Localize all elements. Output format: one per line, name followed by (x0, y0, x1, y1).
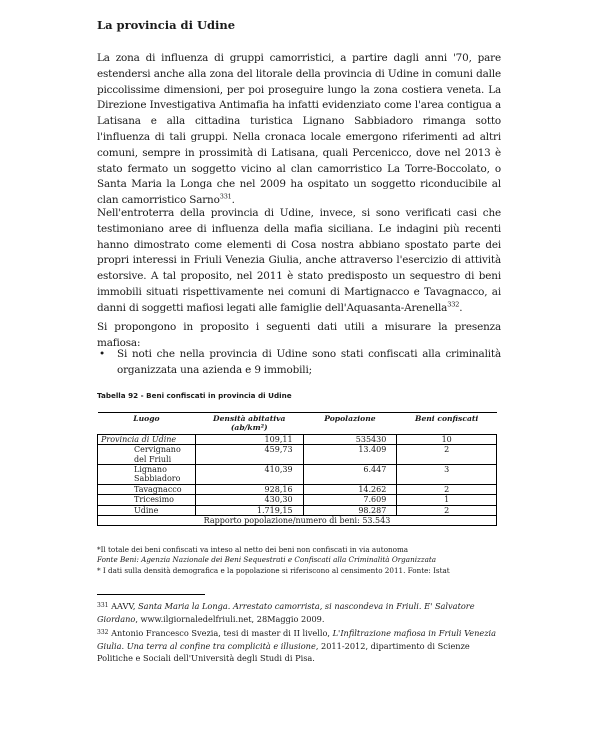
cell-density: 1.719,15 (195, 505, 303, 515)
cell-density: 459,73 (195, 445, 303, 465)
cell-population: 535430 (303, 434, 397, 444)
footnote-tail[interactable]: , www.ilgiornaledelfriuli.net, 28Maggio 2009. (135, 613, 325, 624)
bullet-text: Si noti che nella provincia di Udine sono stati confiscati alla criminalità organizzata una azienda e 9 immobili; (117, 348, 501, 376)
bullet-item (97, 347, 501, 379)
footnote-331 (97, 600, 501, 625)
cell-ratio: Rapporto popolazione/numero di beni: 53.543 (98, 516, 497, 526)
column-header: Popolazione (303, 413, 397, 435)
table-note-total: *Il totale dei beni confiscati va inteso al netto dei beni non confiscati in via autonoma (97, 545, 409, 554)
paragraph-camorra: La zona di influenza di gruppi camorristici, a partire dagli anni '70, pare estendersi anche alla zona del litorale della provincia di Udine in comuni dalle piccolissime dimensioni, per poi proseguire lungo la zona costiera veneta. La Direzione Investigativa Antimafia ha infatti evidenziato come l'area contigua a Latisana e alla cittadina turistica Lignano Sabbiadoro rimanga sotto l'influenza di tali gruppi. Nella cronaca locale emergono riferimenti ad altri comuni, sempre in prossimità di Latisana, quali Percenicco, dove nel 2013 è stato fermato un soggetto vicino al clan camorristico La Torre-Boccolato, o Santa Maria la Longa che nel 2009 ha ospitato un soggetto riconducibile al clan camorristico Sarno$^{331}$. (97, 52, 501, 207)
paragraph-data-intro: Si propongono in proposito i seguenti dati utili a misurare la presenza mafiosa: (97, 321, 501, 349)
footnote-332 (97, 627, 501, 665)
paragraph-cosa-nostra: Nell'entroterra della provincia di Udine, invece, si sono verificati casi che testimoniano aree di influenza della mafia siciliana. Le indagini più recenti hanno dimostrato come elementi di Cosa nostra abbiano spostato parte dei propri interessi in Friuli Venezia Giulia, anche attraverso l'esercizio di attività estorsive. A tal proposito, nel 2011 è stato predisposto un sequestro di beni immobili situati rispettivamente nei comuni di Martignacco e Tavagnacco, ai danni di soggetti mafiosi legati alle famiglie dell'Aquasanta-Arenella$^{332}$. (97, 207, 501, 314)
cell-luogo: Tricesimo (98, 495, 196, 505)
table-caption: Tabella 92 - Beni confiscati in provincia di Udine (97, 391, 292, 400)
cell-luogo: Provincia di Udine (98, 434, 196, 444)
cell-density: 109,11 (195, 434, 303, 444)
cell-luogo: Udine (98, 505, 196, 515)
table-note-source: Fonte Beni: Agenzia Nazionale dei Beni Sequestrati e Confiscati alla Criminalità Organizzata (97, 555, 437, 564)
table-row (98, 445, 497, 465)
footnote-text: AAVV, (111, 601, 139, 611)
footnotes (97, 600, 501, 667)
footnote-ref-332[interactable]: 332 (447, 300, 460, 309)
column-header: Densità abitativa (ab/km²) (195, 413, 303, 435)
cell-density: 410,39 (195, 465, 303, 485)
footnote-title: Santa Maria la Longa. Arrestato camorrista, si nascondeva in Friuli. E' Salvatore Giordano (97, 601, 475, 624)
cell-luogo: Tavagnacco (98, 484, 196, 494)
cell-assets: 3 (397, 465, 497, 485)
cell-population: 14.262 (303, 484, 397, 494)
confiscated-assets-table (97, 412, 497, 526)
cell-assets: 2 (397, 505, 497, 515)
footnote-number: 331 (97, 602, 109, 609)
cell-assets: 2 (397, 484, 497, 494)
section-heading: La provincia di Udine (97, 18, 236, 32)
cell-luogo: Cervignano del Friuli (98, 445, 196, 465)
table-row (98, 434, 497, 444)
paragraph-cosa-nostra-text: Nell'entroterra della provincia di Udine, invece, si sono verificati casi che testimoniano aree di influenza della mafia siciliana. Le indagini più recenti hanno dimostrato come elementi di Cosa nostra abbiano spostato parte dei propri interessi in Friuli Venezia Giulia, anche attraverso l'esercizio di attività estorsive. A tal proposito, nel 2011 è stato predisposto un sequestro di beni immobili situati rispettivamente nei comuni di Martignacco e Tavagnacco, ai danni di soggetti mafiosi legati alle famiglie dell'Aquasanta-Arenella (97, 207, 501, 314)
table-note-census: * I dati sulla densità demografica e la popolazione si riferiscono al censimento 2011. Fonte: Istat (97, 566, 450, 575)
footnote-title: L'Infiltrazione mafiosa in Friuli Venezia Giulia. Una terra al confine tra complicità e illusione (97, 628, 497, 651)
cell-assets: 10 (397, 434, 497, 444)
paragraph-camorra-text: La zona di influenza di gruppi camorristici, a partire dagli anni '70, pare estendersi anche alla zona del litorale della provincia di Udine in comuni dalle piccolissime dimensioni, per poi proseguire lungo la zona costiera veneta. La Direzione Investigativa Antimafia ha infatti evidenziato come l'area contigua a Latisana e alla cittadina turistica Lignano Sabbiadoro rimanga sotto l'influenza di tali gruppi. Nella cronaca locale emergono riferimenti ad altri comuni, sempre in prossimità di Latisana, quali Percenicco, dove nel 2013 è stato fermato un soggetto vicino al clan camorristico La Torre-Boccolato, o Santa Maria la Longa che nel 2009 ha ospitato un soggetto riconducibile al clan camorristico Sarno (97, 52, 501, 207)
cell-assets: 2 (397, 445, 497, 465)
footnote-tail: , 2011-2012, dipartimento di Scienze Politiche e Sociali dell'Università degli Studi di Pisa. (97, 640, 470, 664)
column-header: Beni confiscati (397, 413, 497, 435)
bullet-icon: • (99, 348, 106, 360)
footnote-number: 332 (97, 629, 109, 637)
table-row (98, 495, 497, 505)
table-total-row (98, 516, 497, 526)
column-header: Luogo (98, 413, 196, 435)
cell-population: 7.609 (303, 495, 397, 505)
footnote-ref-331[interactable]: 331 (219, 192, 232, 201)
cell-density: 928,16 (195, 484, 303, 494)
table-row (98, 484, 497, 494)
cell-population: 6.447 (303, 465, 397, 485)
cell-luogo: Lignano Sabbiadoro (98, 465, 196, 485)
table-row (98, 465, 497, 485)
cell-assets: 1 (397, 495, 497, 505)
cell-population: 13.409 (303, 445, 397, 465)
cell-population: 98.287 (303, 505, 397, 515)
footnote-divider (97, 594, 205, 595)
footnote-text: Antonio Francesco Svezia, tesi di master di II livello, (111, 628, 333, 639)
table-header-row (98, 413, 497, 435)
table-row (98, 505, 497, 515)
cell-density: 430,30 (195, 495, 303, 505)
